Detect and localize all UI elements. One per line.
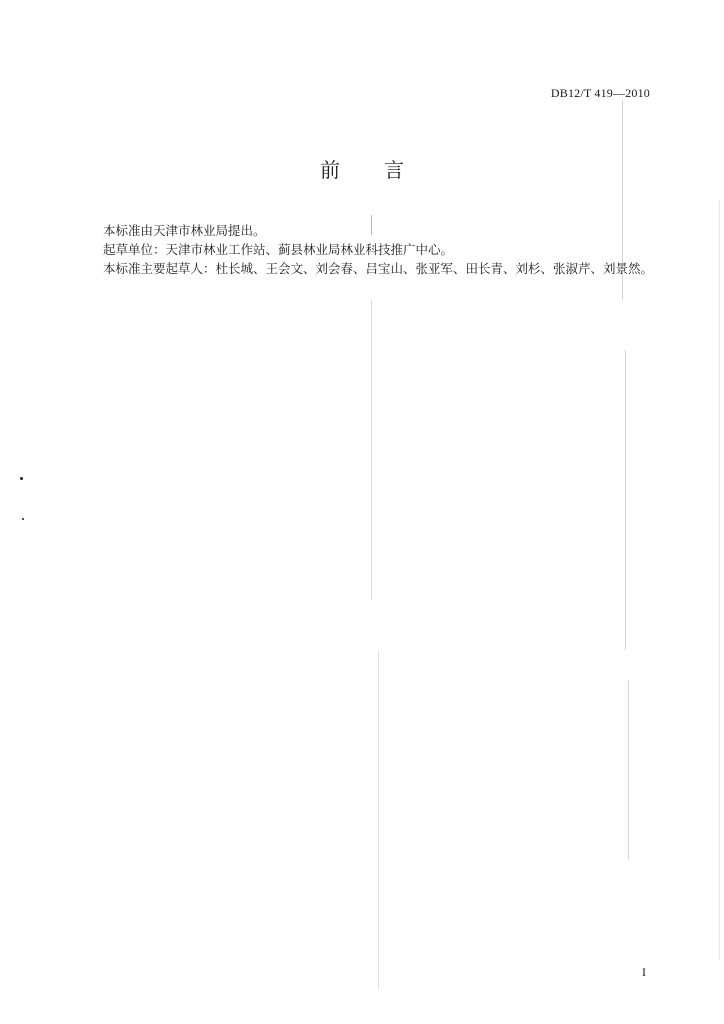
- proposer-line: 本标准由天津市林业局提出。: [103, 223, 266, 238]
- scan-artifact-line: [622, 100, 623, 300]
- body-text: [103, 221, 693, 278]
- scan-artifact-line: [371, 215, 372, 235]
- scan-artifact-line: [378, 650, 379, 990]
- page-number: I: [642, 965, 646, 979]
- scan-artifact-line: [625, 350, 626, 650]
- page-title: 前言: [320, 158, 448, 182]
- scan-artifact-line: [371, 300, 372, 600]
- scan-artifact-line: [719, 200, 720, 960]
- document-code: DB12/T 419—2010: [550, 86, 650, 100]
- scan-artifact-speck: [22, 518, 24, 520]
- scan-artifact-speck: [20, 477, 23, 480]
- drafters-line: 本标准主要起草人：杜长城、王会文、刘会春、吕宝山、张亚军、田长青、刘杉、张淑芹、刘景然。: [103, 261, 654, 276]
- drafting-units-line: 起草单位：天津市林业工作站、蓟县林业局林业科技推广中心。: [103, 242, 454, 257]
- scan-artifact-line: [628, 680, 629, 860]
